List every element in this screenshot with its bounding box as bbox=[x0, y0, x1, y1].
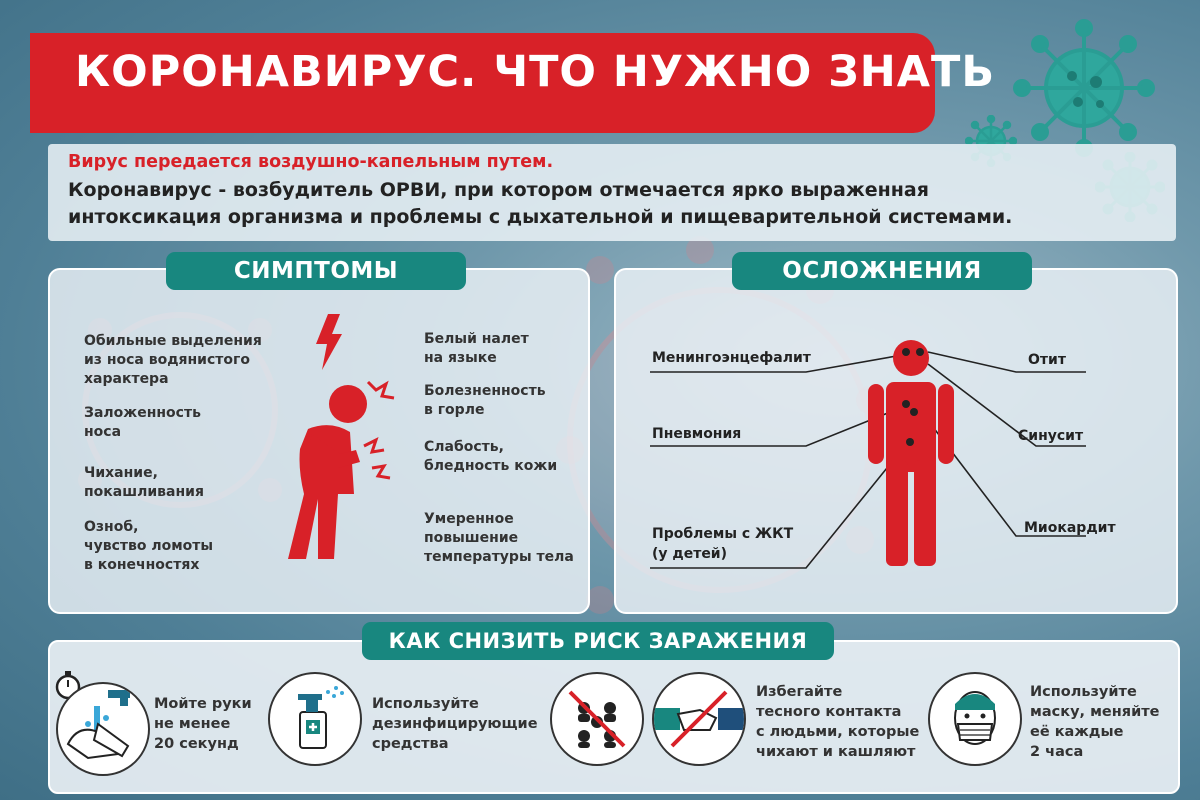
symptom-item: Чихание, покашливания bbox=[84, 465, 204, 500]
spray-bottle-icon bbox=[268, 672, 362, 766]
complication-sinusitis: Синусит bbox=[1018, 428, 1084, 444]
symptoms-panel bbox=[48, 268, 590, 614]
virus-icon bbox=[1012, 18, 1162, 158]
symptom-item: Слабость, бледность кожи bbox=[424, 439, 558, 474]
page-title: КОРОНАВИРУС. ЧТО НУЖНО ЗНАТЬ bbox=[75, 47, 996, 97]
symptom-item: Обильные выделения из носа водянистого характера bbox=[84, 333, 262, 387]
intro-line-1: Коронавирус - возбудитель ОРВИ, при котором отмечается ярко выраженная bbox=[68, 179, 929, 201]
symptom-item: Белый налет на языке bbox=[424, 331, 529, 366]
symptoms-title: СИМПТОМЫ bbox=[166, 252, 466, 290]
complication-meningoencephalitis: Менингоэнцефалит bbox=[652, 350, 811, 366]
risk-panel bbox=[48, 640, 1180, 794]
lightning-icon bbox=[314, 314, 344, 370]
face-mask-icon bbox=[928, 672, 1022, 766]
tip-wash-hands: Мойте руки не менее 20 секунд bbox=[154, 696, 252, 752]
complication-pneumonia: Пневмония bbox=[652, 426, 742, 442]
title-banner bbox=[30, 33, 996, 133]
symptom-item: Болезненность в горле bbox=[424, 383, 546, 418]
complications-panel bbox=[614, 268, 1178, 614]
symptom-item: Озноб, чувство ломоты в конечностях bbox=[84, 519, 214, 573]
tip-disinfect: Используйте дезинфицирующие средства bbox=[372, 696, 538, 752]
symptom-item: Заложенность носа bbox=[84, 405, 201, 440]
hand-wash-icon bbox=[56, 682, 150, 776]
risk-title: КАК СНИЗИТЬ РИСК ЗАРАЖЕНИЯ bbox=[362, 622, 834, 660]
complication-gi: Проблемы с ЖКТ (у детей) bbox=[652, 526, 794, 562]
complications-title: ОСЛОЖНЕНИЯ bbox=[732, 252, 1032, 290]
symptom-item: Умеренное повышение температуры тела bbox=[424, 511, 574, 565]
handshake-crossed-icon bbox=[652, 672, 746, 766]
intro-box bbox=[48, 144, 1176, 241]
crowd-crossed-icon bbox=[550, 672, 644, 766]
intro-line-2: интоксикация организма и проблемы с дыхательной и пищеварительной системами. bbox=[68, 206, 1013, 228]
complication-otitis: Отит bbox=[1028, 352, 1066, 368]
tip-mask: Используйте маску, меняйте её каждые 2 часа bbox=[1030, 684, 1160, 760]
human-body-icon bbox=[856, 340, 966, 568]
complication-myocarditis: Миокардит bbox=[1024, 520, 1116, 536]
sick-person-icon bbox=[268, 374, 398, 564]
transmission-note: Вирус передается воздушно-капельным путем. bbox=[68, 152, 554, 172]
tip-avoid-contact: Избегайте тесного контакта с людьми, которые чихают и кашляют bbox=[756, 684, 920, 760]
